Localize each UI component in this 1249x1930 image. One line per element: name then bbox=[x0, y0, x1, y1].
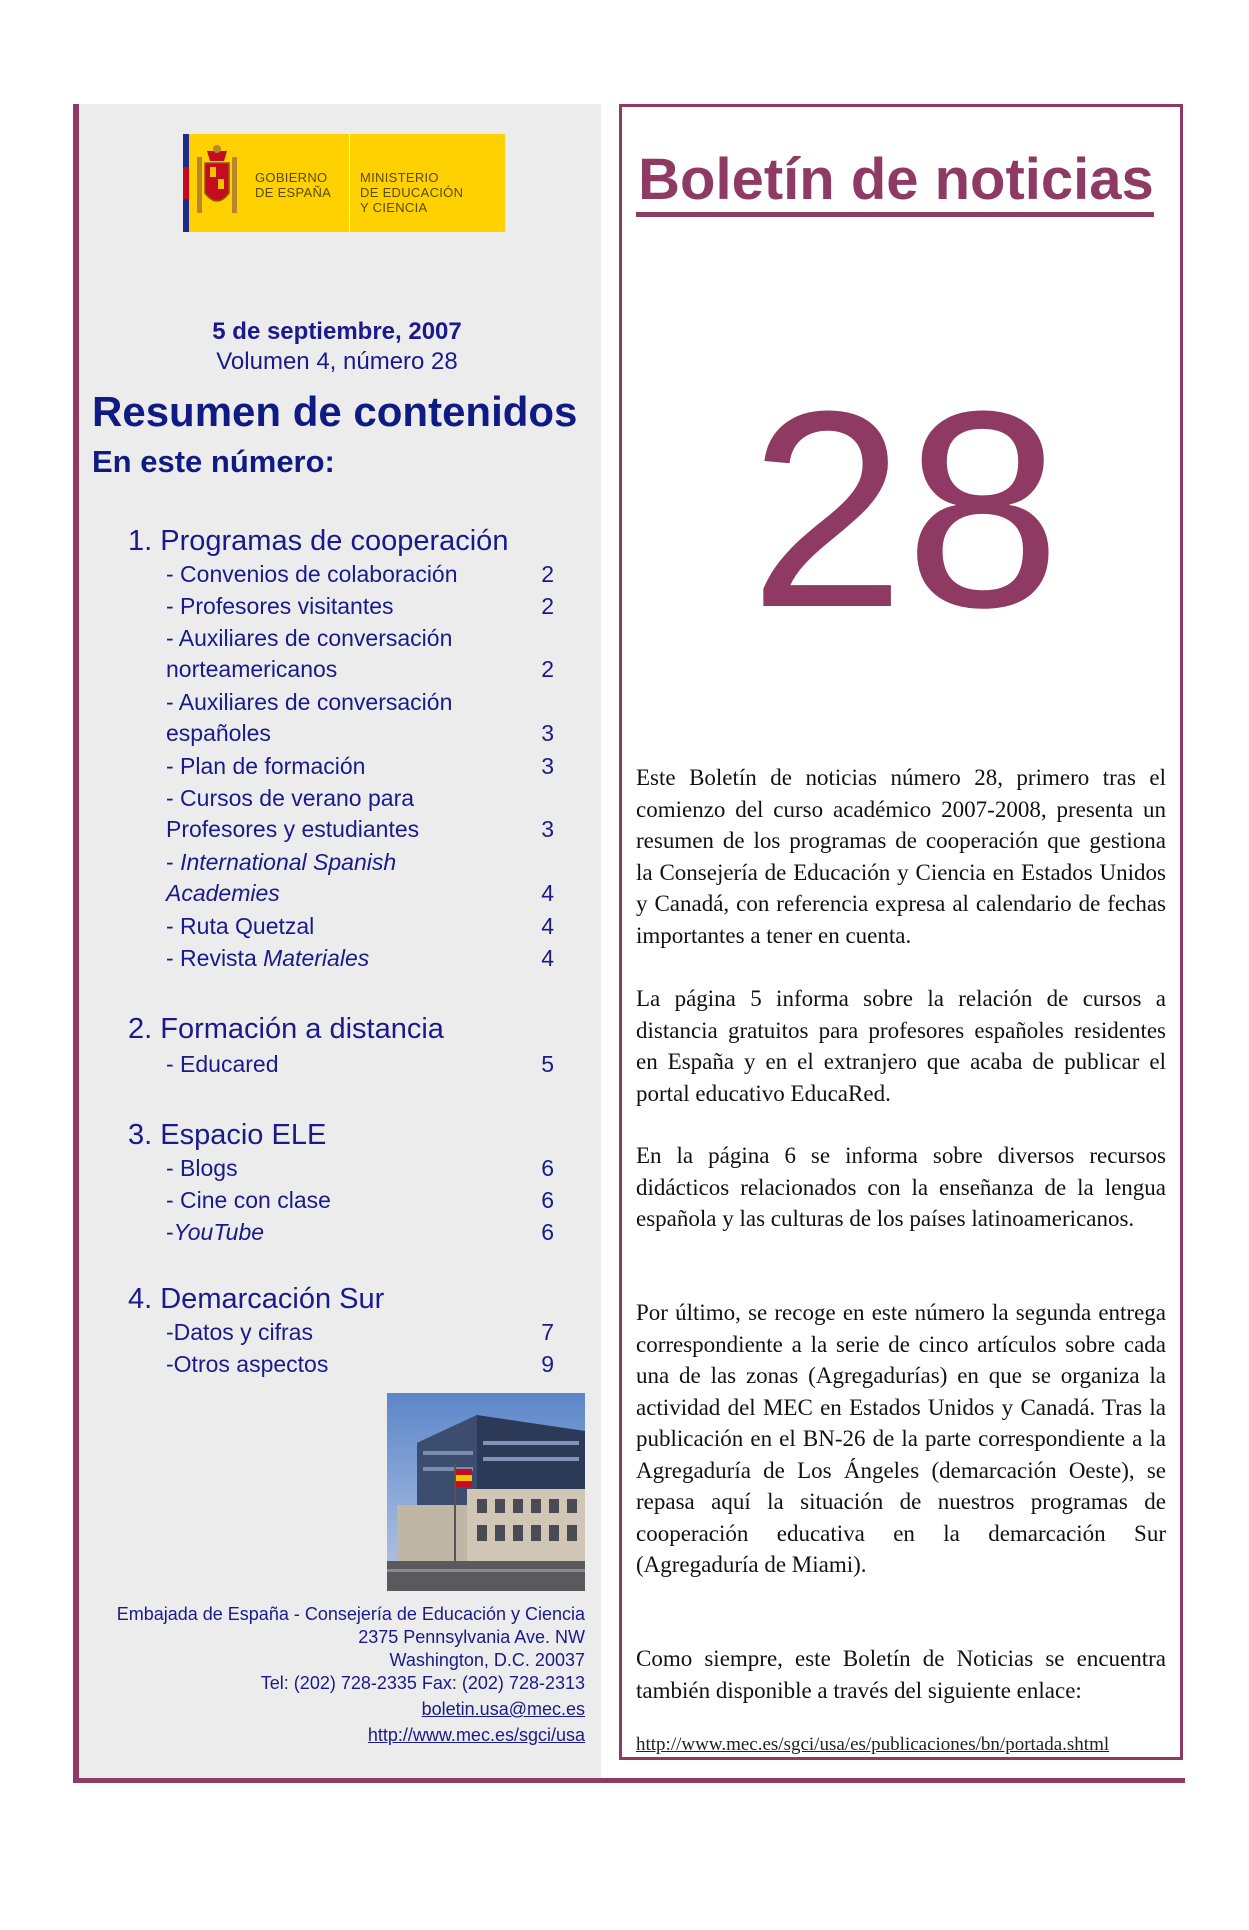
toc-entry-page: 4 bbox=[541, 880, 554, 906]
toc-entry-page: 2 bbox=[541, 593, 554, 619]
coat-of-arms-icon bbox=[189, 134, 245, 232]
toc-entry-label: - Profesores visitantes bbox=[166, 593, 394, 619]
toc-entry-label: -Datos y cifras bbox=[166, 1319, 313, 1345]
toc-entry-page: 6 bbox=[541, 1187, 554, 1213]
newsletter-title: Boletín de noticias bbox=[638, 147, 1154, 212]
toc-entry-italic: Materiales bbox=[263, 945, 370, 971]
contact-organization: Embajada de España - Consejería de Educación y Ciencia bbox=[116, 1604, 585, 1624]
toc-entry bbox=[166, 1153, 556, 1184]
toc-entry-label: - Ruta Quetzal bbox=[166, 913, 315, 939]
toc-title: Resumen de contenidos bbox=[92, 388, 578, 435]
toc-entry-page: 2 bbox=[541, 656, 554, 682]
embassy-building-photo bbox=[387, 1393, 585, 1591]
contact-street: 2375 Pennsylvania Ave. NW bbox=[358, 1627, 585, 1647]
toc-entry bbox=[166, 847, 556, 909]
toc-entry bbox=[166, 1185, 556, 1216]
toc-entry-prefix: - bbox=[166, 849, 181, 875]
logo-government-text: GOBIERNO DE ESPAÑA bbox=[245, 134, 350, 232]
issue-number: 28 bbox=[749, 354, 1061, 666]
toc-entry-page: 4 bbox=[541, 945, 554, 971]
logo-ministry-text: MINISTERIO DE EDUCACIÓN Y CIENCIA bbox=[360, 170, 464, 215]
toc-entry-page: 2 bbox=[541, 561, 554, 587]
toc-section-heading: 3. Espacio ELE bbox=[128, 1119, 327, 1151]
title-underline bbox=[636, 212, 1154, 217]
body-paragraph: En la página 6 se informa sobre diversos recursos didácticos relacionados con la enseñanza de la lengua española y las culturas de los países latinoamericanos. bbox=[636, 1143, 1166, 1231]
toc-entry bbox=[166, 911, 556, 942]
toc-entry bbox=[166, 559, 556, 590]
toc-entry-page: 6 bbox=[541, 1155, 554, 1181]
issue-date: 5 de septiembre, 2007 bbox=[212, 318, 462, 345]
contact-website-link[interactable]: http://www.mec.es/sgci/usa bbox=[367, 1725, 585, 1745]
contact-phones: Tel: (202) 728-2335 Fax: (202) 728-2313 bbox=[260, 1673, 585, 1693]
bottom-rule bbox=[73, 1778, 1185, 1783]
toc-entry-prefix: - bbox=[166, 1219, 174, 1245]
body-paragraph: La página 5 informa sobre la relación de cursos a distancia gratuitos para profesores españoles residentes en España y en el extranjero que acaba de publicar el portal educativo EducaRed. bbox=[636, 986, 1166, 1106]
toc-entry bbox=[166, 1349, 556, 1380]
toc-entry-label: - Auxiliares de conversación españoles bbox=[166, 689, 453, 746]
toc-entry bbox=[166, 943, 556, 974]
toc-entry-prefix: - Revista bbox=[166, 945, 264, 971]
toc-entry-page: 7 bbox=[541, 1319, 554, 1345]
toc-entry bbox=[166, 591, 556, 622]
government-logo bbox=[183, 134, 505, 232]
contact-city: Washington, D.C. 20037 bbox=[389, 1650, 585, 1670]
contact-email-link[interactable]: boletin.usa@mec.es bbox=[421, 1699, 585, 1719]
issue-volume: Volumen 4, número 28 bbox=[216, 348, 458, 375]
toc-entry-label bbox=[166, 847, 556, 909]
toc-entry-page: 3 bbox=[541, 816, 554, 842]
toc-entry-italic: YouTube bbox=[173, 1219, 265, 1245]
toc-entry-label: - Auxiliares de conversación norteamericanos bbox=[166, 625, 453, 682]
toc-entry-label: - Blogs bbox=[166, 1155, 238, 1181]
toc-entry-label: -Otros aspectos bbox=[166, 1351, 329, 1377]
toc-entry-page: 5 bbox=[541, 1051, 554, 1077]
toc-entry bbox=[166, 1049, 556, 1080]
toc-entry bbox=[166, 1217, 556, 1248]
toc-entry bbox=[166, 623, 556, 685]
toc-entry bbox=[166, 687, 556, 749]
intro-paragraph: Este Boletín de noticias número 28, primero tras el comienzo del curso académico 2007-2008, presenta un resumen de los programas de cooperación que gestiona la Consejería de Educación y Ciencia en Estados Unidos y Canadá, con referencia expresa al calendario de fechas importantes a tener en cuenta. bbox=[636, 765, 1166, 948]
toc-entry-label: - Plan de formación bbox=[166, 753, 366, 779]
toc-entry bbox=[166, 751, 556, 782]
toc-section-heading: 2. Formación a distancia bbox=[128, 1013, 444, 1045]
toc-entry-label: - Cursos de verano para Profesores y estudiantes bbox=[166, 785, 420, 842]
toc-entry-italic: International Spanish Academies bbox=[166, 849, 397, 906]
toc-entry-label bbox=[166, 943, 556, 974]
toc-entry-label: - Convenios de colaboración bbox=[166, 561, 458, 587]
toc-entry-label: - Educared bbox=[166, 1051, 279, 1077]
toc-section-heading: 1. Programas de cooperación bbox=[128, 525, 509, 557]
toc-entry-page: 3 bbox=[541, 753, 554, 779]
closing-paragraph: Como siempre, este Boletín de Noticias se encuentra también disponible a través del siguiente enlace: bbox=[636, 1646, 1166, 1703]
toc-entry-page: 3 bbox=[541, 720, 554, 746]
toc-subtitle: En este número: bbox=[92, 444, 335, 479]
toc-entry-page: 4 bbox=[541, 913, 554, 939]
body-paragraph: Por último, se recoge en este número la segunda entrega correspondiente a la serie de cinco artículos sobre cada una de las zonas (Agregadurías) en que se organiza la actividad del MEC en Estados Unidos y Canadá. Tras la publicación en el BN-26 de la parte correspondiente a la Agregaduría de Los Ángeles (demarcación Oeste), se repasa aquí la situación de nuestros programas de cooperación educativa en la demarcación Sur (Agregaduría de Miami). bbox=[636, 1300, 1166, 1577]
toc-entry bbox=[166, 1317, 556, 1348]
toc-entry-label: - Cine con clase bbox=[166, 1187, 331, 1213]
toc-entry-page: 9 bbox=[541, 1351, 554, 1377]
toc-section-heading: 4. Demarcación Sur bbox=[128, 1283, 385, 1315]
toc-entry bbox=[166, 783, 556, 845]
newsletter-url-link[interactable]: http://www.mec.es/sgci/usa/es/publicaciones/bn/portada.shtml bbox=[636, 1734, 1110, 1755]
toc-entry-label bbox=[166, 1217, 556, 1248]
toc-entry-page: 6 bbox=[541, 1219, 554, 1245]
